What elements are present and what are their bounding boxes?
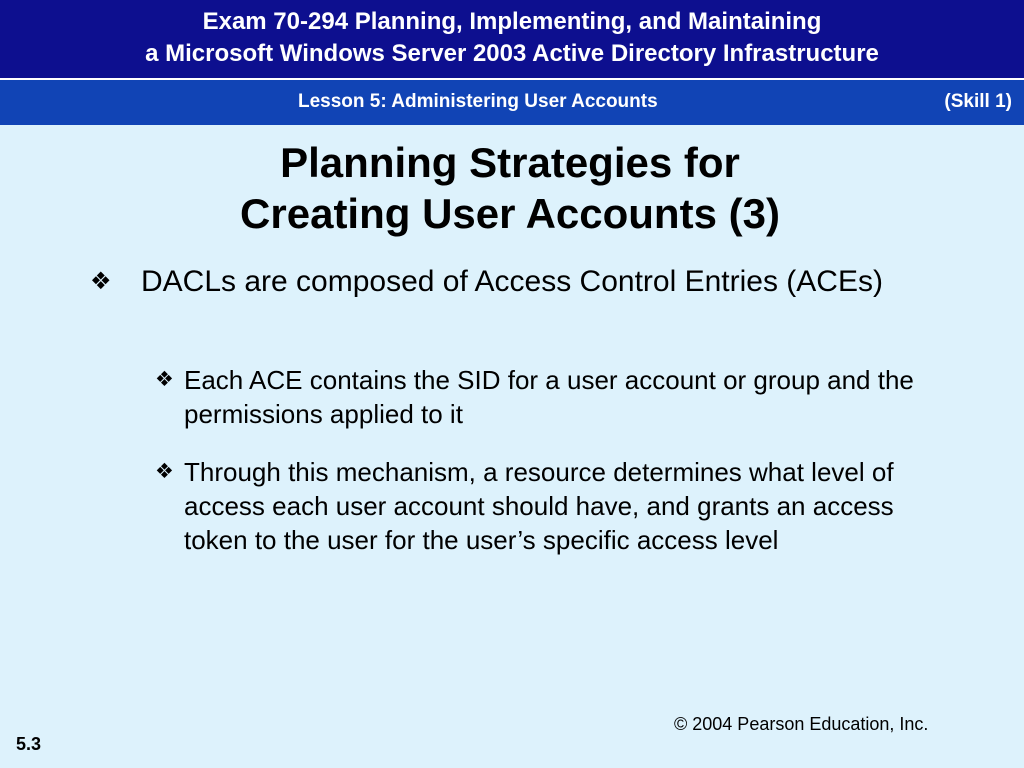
diamond-bullet-icon: ❖ xyxy=(90,268,112,295)
bullet-text: DACLs are composed of Access Control Entries (ACEs) xyxy=(141,265,883,298)
copyright-notice: © 2004 Pearson Education, Inc. xyxy=(674,714,929,734)
sub-bullet-text: Through this mechanism, a resource determines what level of access each user account should have, and grants an access token to the user for the user’s specific access level xyxy=(184,457,894,555)
exam-title-line-1: Exam 70-294 Planning, Implementing, and Maintaining xyxy=(202,8,822,35)
sub-bullet-access-mechanism xyxy=(155,455,935,557)
slide-title xyxy=(120,137,900,239)
lesson-bar xyxy=(0,80,1024,125)
sub-bullet-ace-contents xyxy=(155,363,935,431)
lesson-skill-label: (Skill 1) xyxy=(944,91,1012,112)
slide-number: 5.3 xyxy=(16,734,42,754)
diamond-bullet-icon: ❖ xyxy=(155,368,174,391)
slide-title-line-1: Planning Strategies for xyxy=(280,139,740,186)
slide-title-line-2: Creating User Accounts (3) xyxy=(240,190,780,237)
exam-title-line-2: a Microsoft Windows Server 2003 Active Directory Infrastructure xyxy=(145,40,879,67)
bullet-dacls xyxy=(90,262,890,301)
sub-bullet-text: Each ACE contains the SID for a user account or group and the permissions applied to it xyxy=(184,365,914,429)
lesson-title: Lesson 5: Administering User Accounts xyxy=(298,91,658,112)
diamond-bullet-icon: ❖ xyxy=(155,460,174,483)
exam-header xyxy=(0,0,1024,78)
